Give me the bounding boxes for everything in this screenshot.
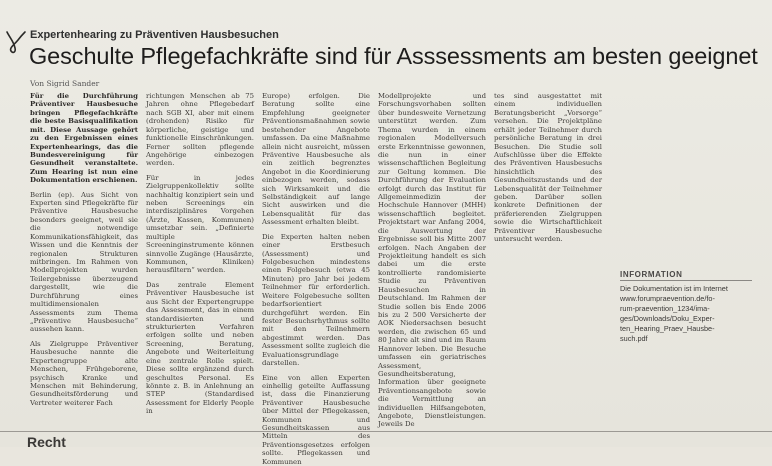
- article-column-5: [494, 92, 602, 434]
- article-headline: Geschulte Pflegefachkräfte sind für Asssessments am besten geeignet: [29, 43, 758, 73]
- info-line: Die Dokumentation ist im Internet: [620, 284, 752, 294]
- info-box-heading: INFORMATION: [620, 270, 682, 281]
- section-divider: [0, 431, 772, 432]
- article-column-6: [620, 92, 752, 264]
- article-paragraph: Europe) erfolgen. Die Beratung sollte eine Empfehlung geeigneter Präventionsmaßnahmen sowie bestehender Angebote umfassen. Da eine Maßnahme allein nicht ausreicht, müssen Präventive Hausbesuche als ein zeitlich begrenztes Angebot in die Koordinierung einbezogen werden, sodass sich Wirksamkeit und die Selbständigkeit auf lange Sicht auswirken und die Lebensqualität für das Assessment erhalten bleibt.: [262, 92, 370, 227]
- article-column-2: [146, 92, 254, 434]
- pen-mark-icon: [4, 30, 28, 56]
- article-lead: Für die Durchführung Präventiver Hausbesuche bringen Pflegefachkräfte die beste Basisqualifikation mit. Diese Aussage gehört zu den Ergebnissen eines Expertenhearings, das die Bundesvereinigung für Gesundheit veranstaltete. Zum Hearing ist nun eine Dokumentation erschienen.: [30, 92, 138, 185]
- info-link[interactable]: ges/Downloads/Doku_Exper-: [620, 314, 752, 324]
- article-paragraph: Modellprojekte und Forschungsvorhaben sollten über bundesweite Vernetzung unterstützt werden. Zum Thema wurden in einem regionalen Modellversuch erste Erkenntnisse gewonnen, die nun in einer wissenschaftlichen Begleitung zur Geltung kommen. Die Durchführung der Evaluation erfolgt durch das Institut für Allgemeinmedizin der Hochschule Hannover (MHH) wissenschaftlich begleitet. Projektstart war Anfang 2004, die Auswertung der Ergebnisse soll bis Mitte 2007 erfolgen. Nach Angaben der Projektleitung handelt es sich dabei um die erste kontrollierte randomisierte Studie zu Präventiven Hausbesuchen in Deutschland. Im Rahmen der Studie sollen bis Ende 2006 bis zu 2 500 Versicherte der AOK Niedersachsen besucht werden, die zwischen 65 und 80 Jahre alt sind und im Raum Hannover leben. Die Besuche umfassen ein geriatrisches Assessment, Gesundheitsberatung, Information über geeignete Präventionsangebote sowie die Vermittlung an individuellen Hilfsangeboten, Angebote, Dienstleistungen. Jeweils De: [378, 92, 486, 429]
- article-paragraph: Die Experten halten neben einer Erstbesuch (Assessment) und Folgebesuchen mindestens einen Folgebesuch (etwa 45 Minuten) pro Jahr bei jedem Teilnehmer für erforderlich. Weitere Folgebesuche sollten bedarfsorientiert durchgeführt werden. Ein fester Besuchsrhythmus sollte mit den Teilnehmern abgestimmt werden. Das Assessment sollte zugleich die Evaluationsgrundlage darstellen.: [262, 233, 370, 368]
- article-paragraph: Berlin (ep). Aus Sicht von Experten sind Pflegekräfte für Präventive Hausbesuche besonders geeignet, weil sie die notwendige Kommunikationsfähigkeit, das Wissen und die Kenntnis der regionalen Strukturen mitbringen. Im Rahmen von Modellprojekten wurden Teilergebnisse überzeugend dargestellt, wie die Durchführung eines multidimensionalen Assessments zum Thema „Präventive Hausbesuche“ aussehen kann.: [30, 191, 138, 334]
- article-paragraph: richtungen Menschen ab 75 Jahren ohne Pflegebedarf nach SGB XI, aber mit einem (drohenden) Risiko für körperliche, geistige und funktionelle Einschränkungen. Ferner sollten pflegende Angehörige einbezogen werden.: [146, 92, 254, 168]
- article-column-4: [378, 92, 486, 434]
- info-link[interactable]: ten_Hearing_Praev_Hausbe-: [620, 324, 752, 334]
- info-link[interactable]: www.forumpraevention.de/fo-: [620, 294, 752, 304]
- section-label: Recht: [27, 434, 66, 448]
- article-paragraph: Das zentrale Element Präventiver Hausbesuche ist aus Sicht der Expertengruppe das Assessment, das in einem standardisierten und strukturierten Verfahren erfolgen sollte und neben Screening, Beratung, Angebote und Weiterleitung eine zentrale Rolle spielt. Diese sollte ergänzend durch geschultes Personal. Es könnte z. B. in Anlehnung an STEP (Standardised Assessment for Elderly People in: [146, 281, 254, 416]
- article-paragraph: Für in jedes Zielgruppenkollektiv sollte nachhaltig konzipiert sein und neben Screenings ein interdisziplinäres Vorgehen (Ärzte, Kassen, Kommunen) umsetzbar sein. „Definierte multiple Screeninginstrumente können sinnvolle Zugänge (Hausärzte, Kommunen, Kliniken) herausfiltern“ werden.: [146, 174, 254, 275]
- article-byline: Von Sigrid Sander: [30, 79, 99, 90]
- article-paragraph: Als Zielgruppe Präventiver Hausbesuche nannte die Expertengruppe alte Menschen, Frühgeborene, psychisch Kranke und Menschen mit Behinderung, Gesundheitsförderung und Vertreter weiterer Fach: [30, 340, 138, 407]
- article-paragraph: tes sind ausgestattet mit einem individuellen Beratungsbericht „Vorsorge“ versehen. Die Projektpläne erhält jeder Teilnehmer durch persönliche Beratung in drei Besuchen. Die Studie soll Aufschlüsse über die Effekte des Präventiven Hausbesuchs hinsichtlich des Gesundheitszustands und der Lebensqualität der Teilnehmer geben. Darüber sollen konkrete Definitionen der präferierenden Zielgruppen sowie die Wirtschaftlichkeit Präventiver Hausbesuche untersucht werden.: [494, 92, 602, 244]
- info-link[interactable]: rum-praevention_1234/ima-: [620, 304, 752, 314]
- article-column-3: [262, 92, 370, 434]
- info-box-rule: [620, 280, 752, 281]
- article-column-1: [30, 92, 138, 434]
- info-box-body: [620, 284, 752, 360]
- article-paragraph: Eine von allen Experten einhellig geteilte Auffassung ist, dass die Finanzierung Präventiver Hausbesuche über Mittel der Pflegekassen, Kommunen und Gesundheitskassen aus Mitteln des Präventionsgesetzes erfolgen sollte. Pflegekassen und Kommunen: [262, 374, 370, 466]
- info-link[interactable]: such.pdf: [620, 334, 752, 344]
- article-overline: Expertenhearing zu Präventiven Hausbesuchen: [30, 29, 279, 43]
